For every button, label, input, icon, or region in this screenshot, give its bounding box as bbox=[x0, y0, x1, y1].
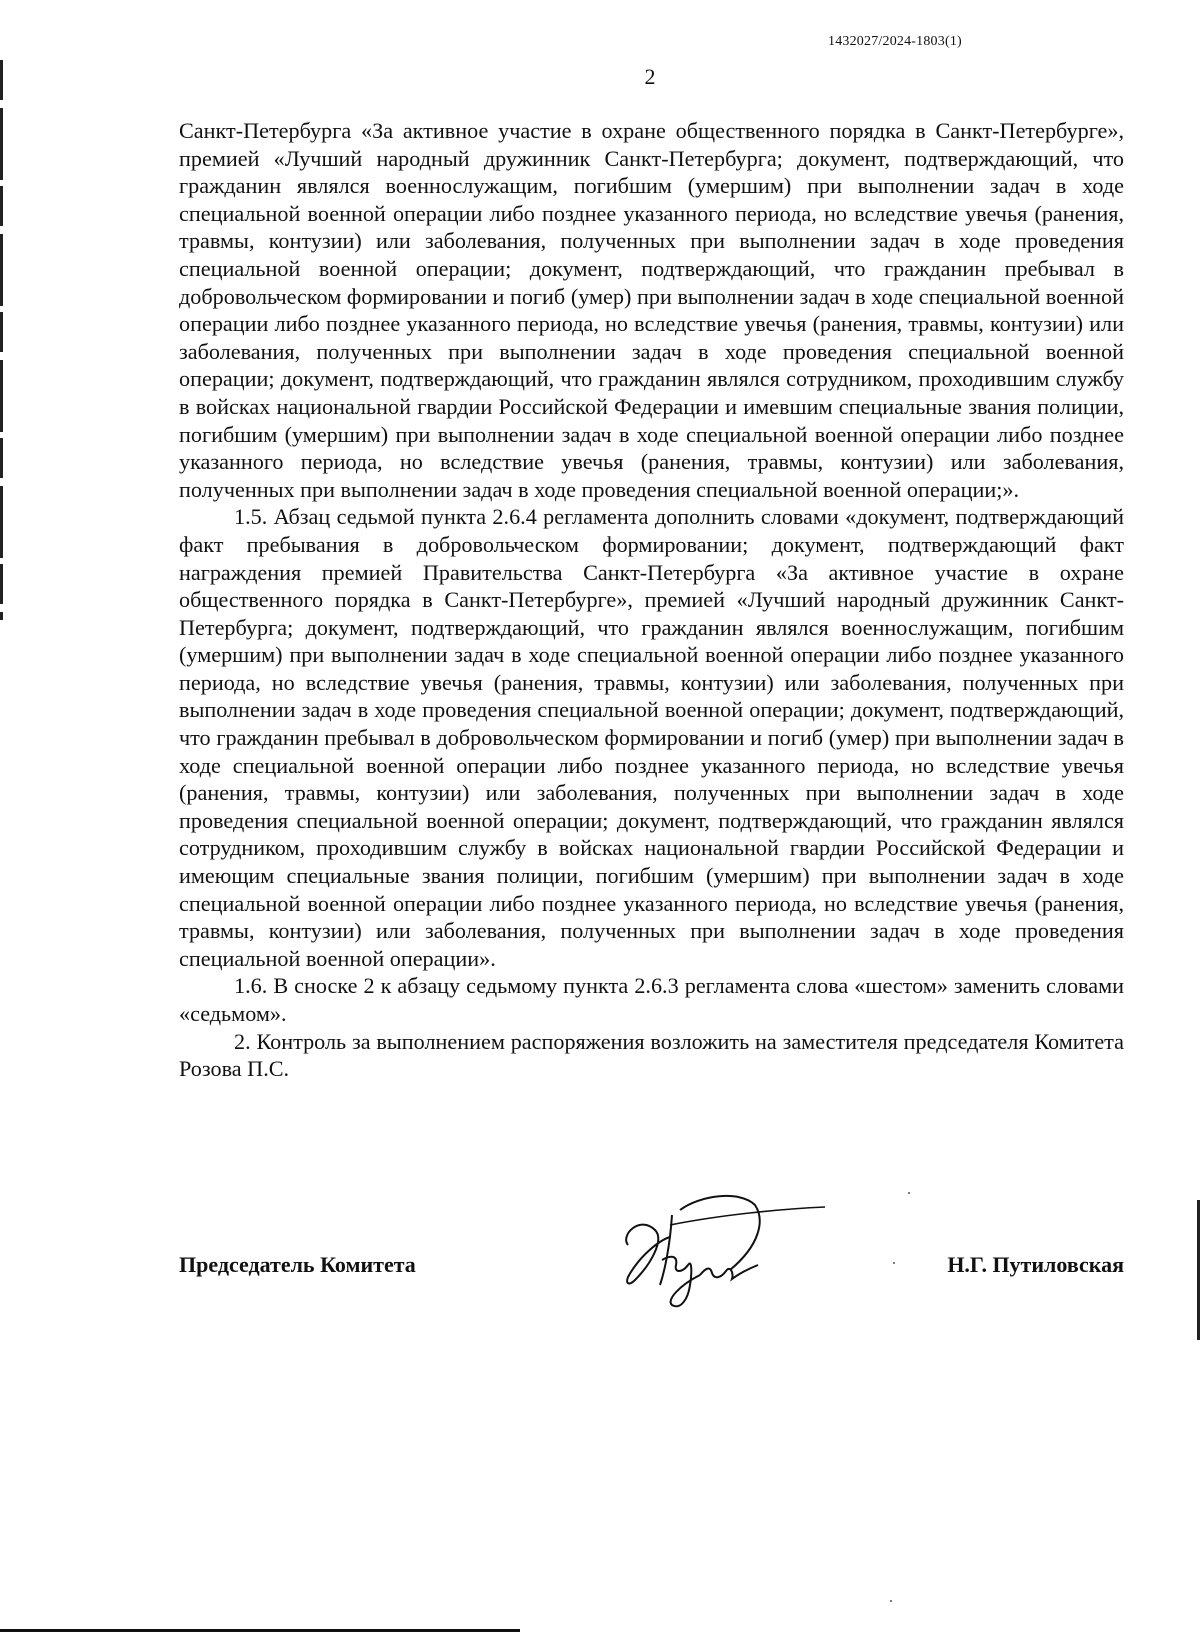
handwritten-signature bbox=[610, 1185, 840, 1315]
signatory-name: Н.Г. Путиловская bbox=[947, 1252, 1124, 1277]
paragraph-continuation: Санкт-Петербурга «За активное участие в охране общественного порядка в Санкт-Петербурге», премией «Лучший народный дружинник Санкт-Петербурга; документ, подтверждающий, что гражданин являлся военнослужащим, погибшим (умершим) при выполнении задач в ходе специальной военной операции либо позднее указанного периода, но вследствие увечья (ранения, травмы, контузии) или заболевания, полученных при выполнении задач в ходе проведения специальной военной операции; документ, подтверждающий, что гражданин пребывал в добровольческом формировании и погиб (умер) при выполнении задач в ходе специальной военной операции либо позднее указанного периода, но вследствие увечья (ранения, травмы, контузии) или заболевания, полученных при выполнении задач в ходе проведения специальной военной операции; документ, подтверждающий, что гражданин являлся сотрудником, проходившим службу в войсках национальной гвардии Российской Федерации и имевшим специальные звания полиции, погибшим (умершим) при выполнении задач в ходе специальной военной операции либо позднее указанного периода, но вследствие увечья (ранения, травмы, контузии) или заболевания, полученных при выполнении задач в ходе проведения специальной военной операции;». bbox=[179, 118, 1124, 502]
scan-edge-mark bbox=[0, 60, 3, 620]
paragraph-item-2: 2. Контроль за выполнением распоряжения возложить на заместителя председателя Комитета Розова П.С. bbox=[179, 1028, 1124, 1082]
page-number: 2 bbox=[644, 64, 656, 89]
paragraph-item-1-5: 1.5. Абзац седьмой пункта 2.6.4 регламента дополнить словами «документ, подтверждающий факт пребывания в добровольческом формировании; документ, подтверждающий факт награждения премией Правительства Санкт-Петербурга «За активное участие в охране общественного порядка в Санкт-Петербурге», премией «Лучший народный дружинник Санкт-Петербурга; документ, подтверждающий, что гражданин являлся военнослужащим, погибшим (умершим) при выполнении задач в ходе специальной военной операции либо позднее указанного периода, но вследствие увечья (ранения, травмы, контузии) или заболевания, полученных при выполнении задач в ходе проведения специальной военной операции; документ, подтверждающий, что гражданин пребывал в добровольческом формировании и погиб (умер) при выполнении задач в ходе специальной военной операции либо позднее указанного периода, но вследствие увечья (ранения, травмы, контузии) или заболевания, полученных при выполнении задач в ходе проведения специальной военной операции; документ, подтверждающий, что гражданин являлся сотрудником, проходившим службу в войсках национальной гвардии Российской Федерации и имеющим специальные звания полиции, погибшим (умершим) при выполнении задач в ходе специальной военной операции либо позднее указанного периода, но вследствие увечья (ранения, травмы, контузии) или заболевания, полученных при выполнении задач в ходе проведения специальной военной операции». bbox=[179, 504, 1124, 971]
scan-speck bbox=[890, 1600, 892, 1602]
scan-speck bbox=[908, 1192, 910, 1194]
scan-speck bbox=[893, 1262, 895, 1264]
signatory-title: Председатель Комитета bbox=[179, 1252, 416, 1277]
scan-edge-mark bbox=[0, 1629, 520, 1632]
paragraph-item-1-6: 1.6. В сноске 2 к абзацу седьмому пункта 2.6.3 регламента слова «шестом» заменить словами «седьмом». bbox=[179, 973, 1124, 1026]
document-body bbox=[179, 117, 1124, 1083]
document-number: 1432027/2024-1803(1) bbox=[828, 34, 962, 49]
